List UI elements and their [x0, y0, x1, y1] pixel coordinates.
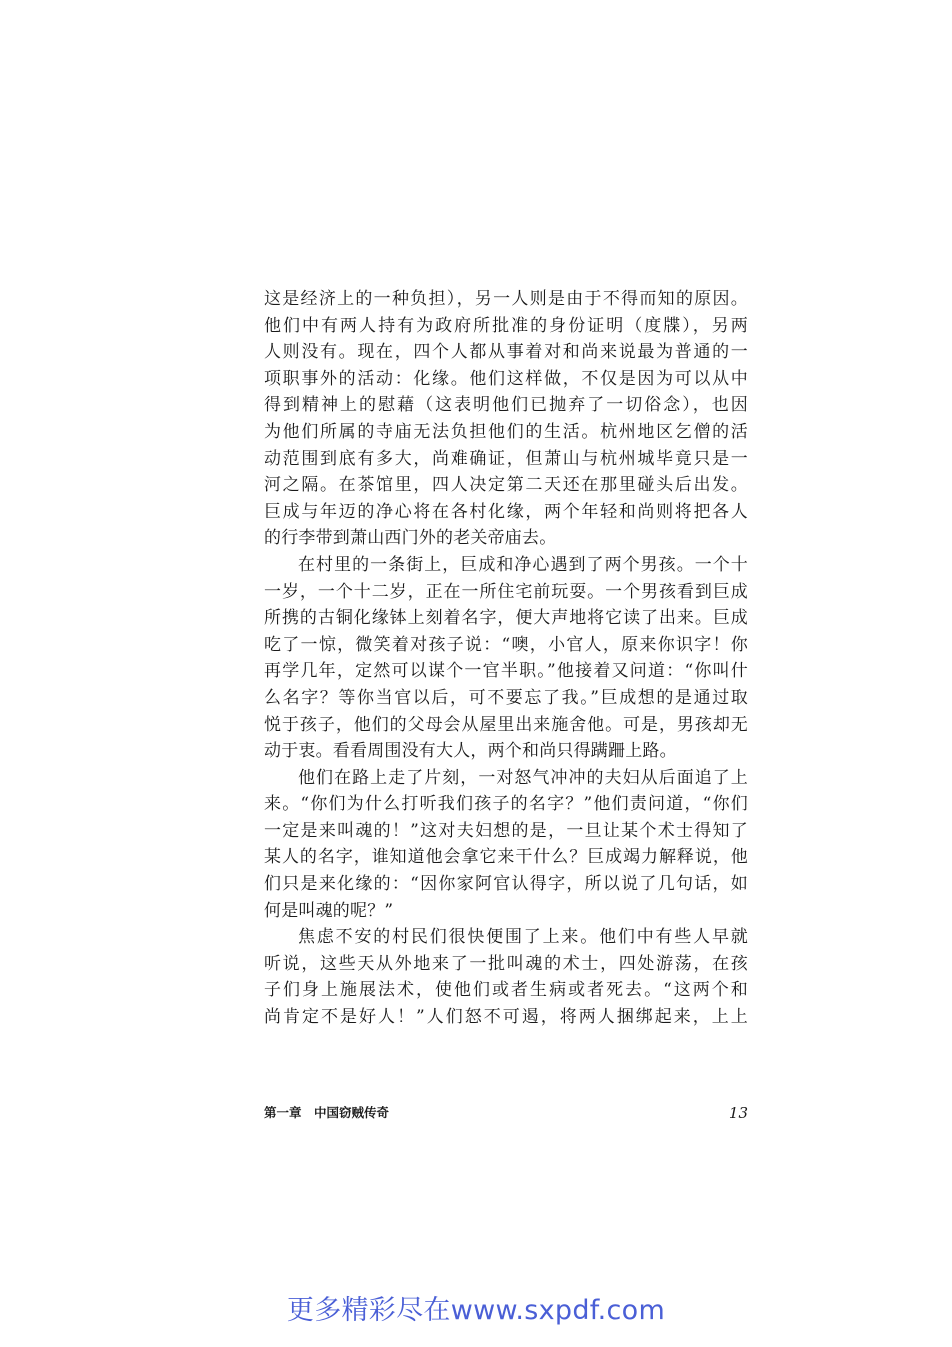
text-line: 们只是来化缘的：“因你家阿官认得字，所以说了几句话，如	[264, 874, 748, 895]
watermark-link[interactable]: 更多精彩尽在www.sxpdf.com	[286, 1295, 666, 1326]
chapter-title: 第一章 中国窃贼传奇	[264, 1105, 390, 1120]
text-line: 一岁，一个十二岁，正在一所住宅前玩耍。一个男孩看到巨成	[264, 581, 748, 602]
text-line: 动范围到底有多大，尚难确证，但萧山与杭州城毕竟只是一	[264, 448, 748, 469]
text-line: 项职事外的活动：化缘。他们这样做，不仅是因为可以从中	[264, 368, 748, 389]
text-line: 子们身上施展法术，使他们或者生病或者死去。“这两个和	[264, 980, 748, 1001]
text-line: 他们在路上走了片刻，一对怒气冲冲的夫妇从后面追了上	[298, 767, 748, 788]
text-line: 为他们所属的寺庙无法负担他们的生活。杭州地区乞僧的活	[264, 421, 748, 442]
text-line: 巨成与年迈的净心将在各村化缘，两个年轻和尚则将把各人	[264, 501, 748, 522]
text-line: 来。“你们为什么打听我们孩子的名字？”他们责问道，“你们	[264, 794, 748, 815]
text-line: 何是叫魂的呢？”	[264, 900, 394, 921]
text-line: 河之隔。在茶馆里，四人决定第二天还在那里碰头后出发。	[264, 475, 748, 496]
text-line: 他们中有两人持有为政府所批准的身份证明（度牒），另两	[264, 315, 748, 336]
text-line: 在村里的一条街上，巨成和净心遇到了两个男孩。一个十	[298, 554, 748, 575]
paragraph	[264, 286, 748, 552]
paragraph	[264, 552, 748, 765]
text-line: 听说，这些天从外地来了一批叫魂的术士，四处游荡，在孩	[264, 953, 748, 974]
text-line: 焦虑不安的村民们很快便围了上来。他们中有些人早就	[298, 927, 748, 948]
text-line: 所携的古铜化缘钵上刻着名字，便大声地将它读了出来。巨成	[264, 608, 748, 629]
text-line: 么名字？等你当官以后，可不要忘了我。”巨成想的是通过取	[264, 687, 748, 708]
text-line: 吃了一惊，微笑着对孩子说：“噢，小官人，原来你识字！你	[264, 634, 748, 655]
text-line: 动于衷。看看周围没有大人，两个和尚只得蹒跚上路。	[264, 741, 677, 762]
text-line: 人则没有。现在，四个人都从事着对和尚来说最为普通的一	[264, 342, 748, 363]
page-footer	[264, 1102, 748, 1124]
text-line: 这是经济上的一种负担），另一人则是由于不得而知的原因。	[264, 289, 748, 309]
text-line: 一定是来叫魂的！”这对夫妇想的是，一旦让某个术士得知了	[264, 820, 748, 841]
text-line: 悦于孩子，他们的父母会从屋里出来施舍他。可是，男孩却无	[264, 714, 748, 735]
text-line: 尚肯定不是好人！”人们怒不可遏，将两人捆绑起来，上上	[264, 1007, 748, 1028]
text-line: 某人的名字，谁知道他会拿它来干什么？巨成竭力解释说，他	[264, 847, 748, 868]
page-number: 13	[728, 1104, 748, 1122]
body-text	[264, 286, 748, 1031]
text-line: 再学几年，定然可以谋个一官半职。”他接着又问道：“你叫什	[264, 661, 748, 682]
paragraph	[264, 765, 748, 925]
paragraph	[264, 924, 748, 1030]
text-line: 得到精神上的慰藉（这表明他们已抛弃了一切俗念），也因	[264, 395, 748, 416]
text-line: 的行李带到萧山西门外的老关帝庙去。	[264, 528, 557, 549]
